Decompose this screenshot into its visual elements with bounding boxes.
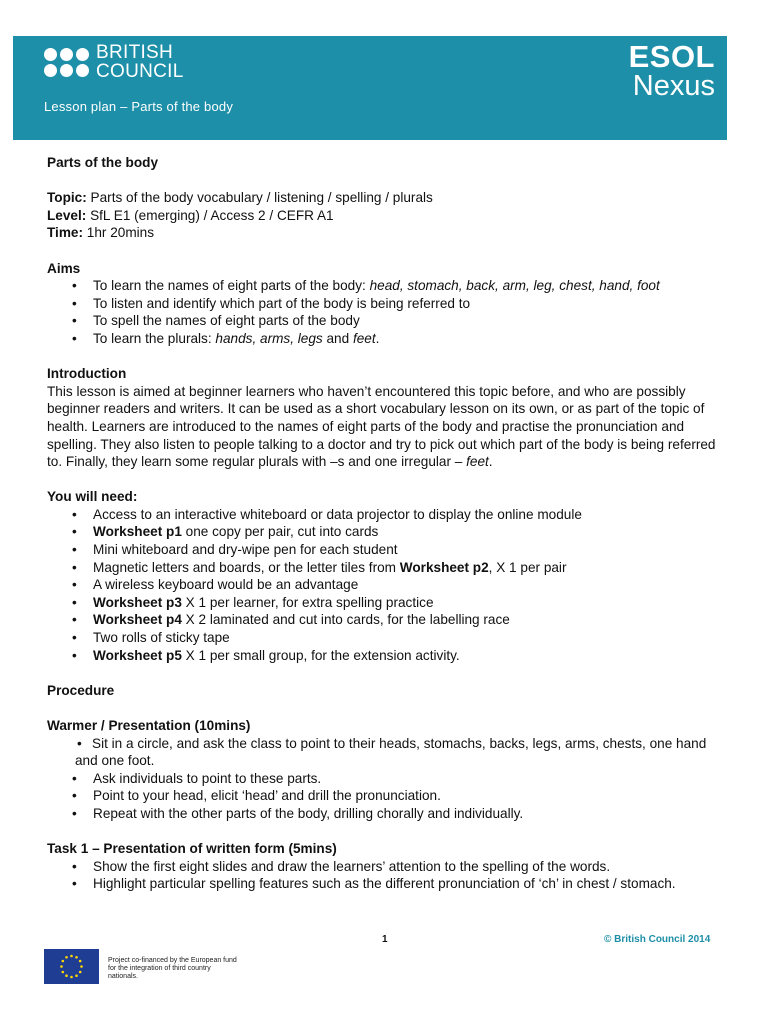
introduction-heading: Introduction [47,366,127,382]
list-item: • Show the first eight slides and draw the learners’ attention to the spelling of the words. [93,858,722,876]
list-item: • A wireless keyboard would be an advantage [93,576,722,594]
task1-list [47,858,722,893]
time-line: Time: 1hr 20mins [47,225,155,241]
aims-list [47,277,722,347]
list-item: • Worksheet p5 X 1 per small group, for the extension activity. [93,647,722,665]
eu-funding-note: Project co-financed by the European fund for the integration of third country nationals. [108,957,237,980]
warmer-list [47,770,722,823]
list-item: • To listen and identify which part of the body is being referred to [93,295,722,313]
british-council-logo [44,43,184,81]
topic-line: Topic: Parts of the body vocabulary / listening / spelling / plurals [47,190,433,206]
list-item: • Magnetic letters and boards, or the letter tiles from Worksheet p2, X 1 per pair [93,559,722,577]
procedure-heading: Procedure [47,682,115,698]
list-item: • To learn the names of eight parts of the body: head, stomach, back, arm, leg, chest, hand, foot [93,277,722,295]
doc-title: Parts of the body [47,155,159,170]
list-item: • Ask individuals to point to these parts. [93,770,722,788]
level-line: Level: SfL E1 (emerging) / Access 2 / CEFR A1 [47,207,334,223]
header-banner [13,36,727,140]
aims-heading: Aims [47,260,81,276]
copyright-text: © British Council 2014 [604,934,711,945]
you-will-need-heading: You will need: [47,489,138,505]
list-item: • To learn the plurals: hands, arms, legs and feet. [93,330,722,348]
introduction-text: This lesson is aimed at beginner learners who haven’t encountered this topic before, and who are possibly beginner readers and writers. It can be used as a short vocabulary lesson on its own, or as part of the topic of health. Learners are introduced to the names of eight parts of the body and practise the pronunciation and spelling. They also listen to people talking to a doctor and try to pick out which part of the body is being referred to. Finally, they learn some regular plurals with –s and one irregular – feet. [47,383,716,470]
page-number: 1 [382,934,388,945]
lesson-plan-subtitle: Lesson plan – Parts of the body [44,99,234,114]
logo-line-1: BRITISH [96,42,174,63]
list-item: • Highlight particular spelling features such as the different pronunciation of ‘ch’ in chest / stomach. [93,875,722,893]
eu-flag-icon [44,949,99,984]
materials-list [47,506,722,664]
list-item: • Worksheet p1 one copy per pair, cut into cards [93,523,722,541]
nexus-text: Nexus [632,70,715,102]
list-item: • Worksheet p3 X 1 per learner, for extra spelling practice [93,594,722,612]
list-item: • Sit in a circle, and ask the class to point to their heads, stomachs, backs, legs, arms, chests, one hand and one foot. [47,735,722,770]
list-item: • To spell the names of eight parts of the body [93,312,722,330]
list-item: • Worksheet p4 X 2 laminated and cut into cards, for the labelling race [93,611,722,629]
warmer-heading: Warmer / Presentation (10mins) [47,718,251,733]
esol-text: ESOL [628,39,715,74]
task1-heading: Task 1 – Presentation of written form (5mins) [47,841,337,857]
list-item: • Two rolls of sticky tape [93,629,722,647]
logo-dots-icon [44,48,89,77]
list-item: • Access to an interactive whiteboard or data projector to display the online module [93,506,722,524]
logo-line-2: COUNCIL [96,61,184,82]
esol-nexus-logo [628,39,715,102]
document-body [47,154,722,893]
list-item: • Point to your head, elicit ‘head’ and drill the pronunciation. [93,787,722,805]
list-item: • Mini whiteboard and dry-wipe pen for each student [93,541,722,559]
list-item: • Repeat with the other parts of the body, drilling chorally and individually. [93,805,722,823]
